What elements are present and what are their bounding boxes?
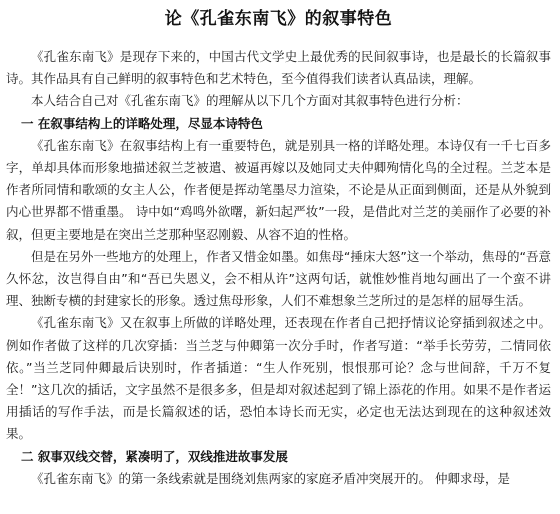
paragraph-brevity: 但是在另外一些地方的处理上，作者又惜金如墨。如焦母“捶床大怒”这一个举动，焦母的“吾意久怀忿，汝岂得自由”和“吾已失恩义，会不相从许”这两句话，就惟妙惟肖地勾画出了一个蛮不讲理、独断专横的封建家长的形象。透过焦母形象，人们不难想象兰芝所过的是怎样的屈辱生活。: [6, 248, 551, 309]
paragraph-intro: 《孔雀东南飞》是现存下来的，中国古代文学史上最优秀的民间叙事诗，也是最长的长篇叙事诗。其作品具有自己鲜明的叙事特色和艺术特色，至今值得我们读者认真品读，理解。: [6, 49, 551, 87]
section-heading-2: 二 叙事双线交替，紧凑明了，双线推进故事发展: [21, 448, 288, 464]
document-title: 论《孔雀东南飞》的叙事特色: [164, 9, 393, 29]
section-heading-1: 一 在叙事结构上的详略处理，尽显本诗特色: [21, 115, 263, 131]
paragraph-overview: 本人结合自己对《孔雀东南飞》的理解从以下几个方面对其叙事特色进行分析：: [31, 93, 469, 109]
paragraph-dual-threads: 《孔雀东南飞》的第一条线索就是围绕刘焦两家的家庭矛盾冲突展开的。 仲卿求母，是: [31, 470, 510, 486]
document-body: [6, 46, 551, 490]
paragraph-interjection: 《孔雀东南飞》又在叙事上所做的详略处理，还表现在作者自己把抒情议论穿插到叙述之中。例如作者做了这样的几次穿插：当兰芝与仲卿第一次分手时，作者写道：“举手长劳劳，二情同依依。”当兰芝同仲卿最后诀别时，作者插道：“生人作死别，恨恨那可论？念与世间辞，千万不复全！”这几次的插话，文字虽然不是很多多，但是却对叙述起到了锦上添花的作用。如果不是作者运用插话的写作手法，而是长篇叙述的话，恐怕本诗长而无实，必定也无法达到现在的这种叙述效果。: [6, 315, 551, 442]
paragraph-structure: 《孔雀东南飞》在叙事结构上有一重要特色，就是别具一格的详略处理。本诗仅有一千七百多字，单却具体而形象地描述叙兰芝被遣、被逼再嫁以及她同丈夫仲卿殉情化鸟的全过程。兰芝本是作者所同情和歌颂的女主人公，作者便是挥动笔墨尽力渲染，不论是从正面到侧面，还是从外貌到内心世界都不惜重墨。 诗中如“鸡鸣外欲曙，新妇起严妆”一段，是借此对兰芝的美丽作了必要的补叙，但更主要地是在突出兰芝那种坚忍刚毅、从容不迫的性格。: [6, 137, 551, 242]
